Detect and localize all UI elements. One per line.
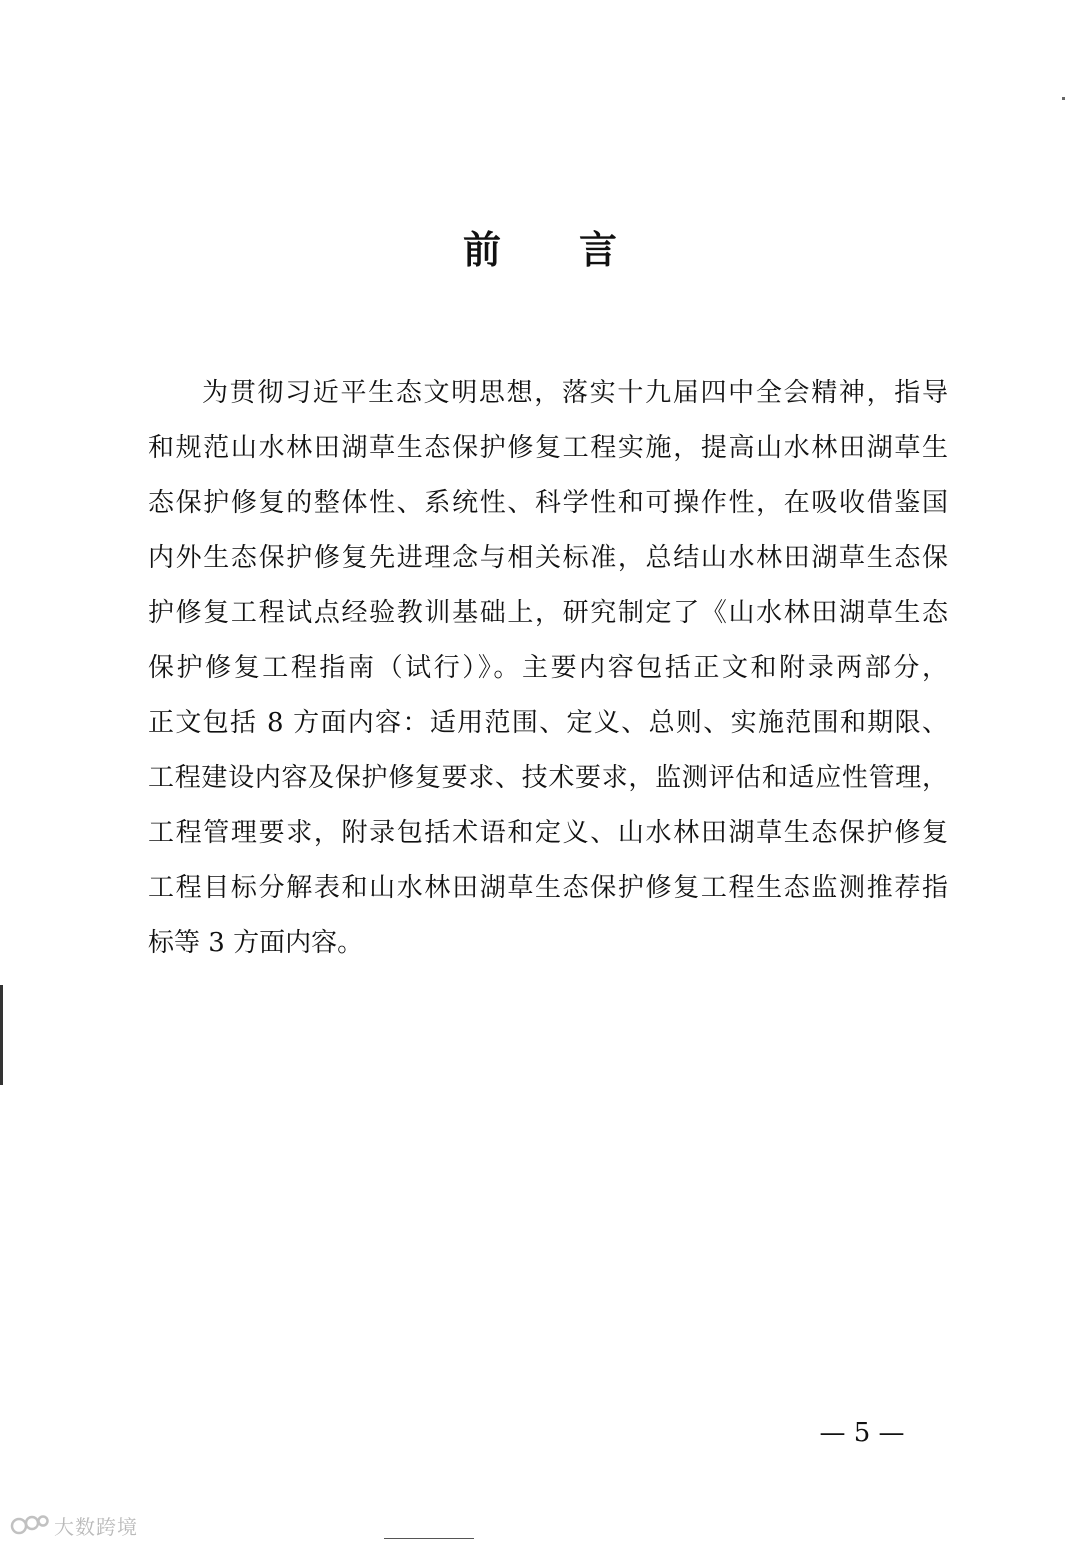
paragraph-line: 保护修复工程指南（试行）》。主要内容包括正文和附录两部分，	[148, 653, 948, 683]
scan-speck	[1062, 97, 1065, 100]
paragraph-line: 和规范山水林田湖草生态保护修复工程实施，提高山水林田湖草生	[148, 433, 948, 463]
preface-paragraph	[148, 366, 948, 971]
title-char-1: 前	[462, 227, 501, 272]
paragraph-line: 态保护修复的整体性、系统性、科学性和可操作性，在吸收借鉴国	[148, 488, 948, 518]
paragraph-line: 为贯彻习近平生态文明思想，落实十九届四中全会精神，指导	[202, 378, 948, 408]
scan-edge-mark	[0, 985, 3, 1085]
watermark	[10, 1510, 138, 1540]
paragraph-line: 工程目标分解表和山水林田湖草生态保护修复工程生态监测推荐指	[148, 873, 948, 903]
paragraph-line: 正文包括 8 方面内容：适用范围、定义、总则、实施范围和期限、	[148, 708, 948, 738]
paragraph-line: 护修复工程试点经验教训基础上，研究制定了《山水林田湖草生态	[148, 598, 948, 628]
paragraph-line: 工程管理要求，附录包括术语和定义、山水林田湖草生态保护修复	[148, 818, 948, 848]
page-number: — 5 —	[819, 1418, 905, 1448]
scan-bottom-mark	[384, 1538, 474, 1539]
watermark-text: 大数跨境	[54, 1516, 138, 1539]
page-title	[0, 222, 1080, 278]
title-char-2: 言	[579, 227, 618, 272]
paragraph-line: 内外生态保护修复先进理念与相关标准，总结山水林田湖草生态保	[148, 543, 948, 573]
watermark-logo-icon	[10, 1512, 50, 1538]
paragraph-line: 工程建设内容及保护修复要求、技术要求，监测评估和适应性管理，	[148, 763, 948, 793]
paragraph-line: 标等 3 方面内容。	[148, 928, 364, 958]
